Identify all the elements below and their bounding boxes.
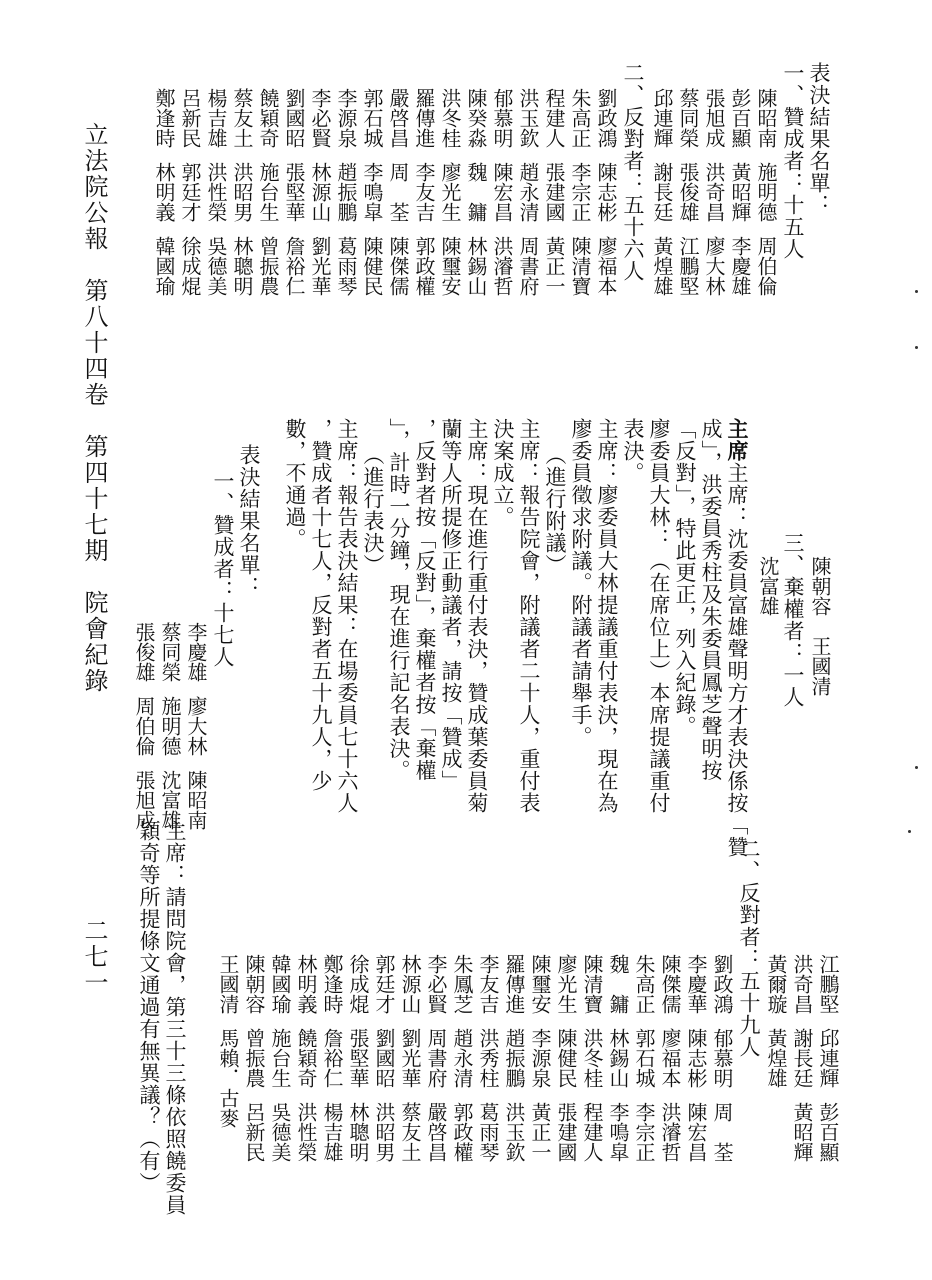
legislator-name: 江鵬堅	[676, 236, 700, 296]
legislator-name: 李鳴皐	[606, 1102, 630, 1162]
chair-line: 主席：報告表決結果：在場委員七十六人	[335, 418, 359, 814]
legislator-name: 洪濬哲	[658, 1102, 682, 1162]
no-heading: 二、反對者：五十九人	[737, 838, 761, 1058]
legislator-name: 廖福本	[658, 1028, 682, 1088]
chair-statement: 主席主席：沈委員富雄聲明方才表決係按「贊	[725, 418, 750, 858]
text-line: 決案成立。	[491, 418, 515, 528]
chair-question: 主席：請問院會，第三十三條依照饒委員	[163, 820, 187, 1216]
result-list-heading: 表決結果名單：	[237, 444, 261, 598]
legislator-name: 蔡同榮	[158, 622, 182, 682]
text-line: 穎奇等所提條文通過有無異議？（有）	[137, 820, 161, 1194]
legislator-name: 馬賴．古麥	[216, 1028, 240, 1128]
legislator-name: 施明德	[158, 696, 182, 756]
legislator-name: 張建國	[554, 1102, 578, 1162]
legislator-name: 魏 鏞	[464, 162, 488, 222]
text-line: 數，不通過。	[283, 418, 307, 550]
legislator-name: 陳癸淼	[464, 88, 488, 148]
scan-mark	[915, 766, 918, 769]
legislator-name: 李宗正	[632, 1102, 656, 1162]
legislator-name: 林錫山	[464, 236, 488, 296]
legislator-name: 周書府	[424, 1028, 448, 1088]
procedure-note: （進行附議）	[543, 444, 567, 576]
text-line: 表決。	[621, 418, 645, 484]
legislator-name: 李友吉	[476, 954, 500, 1014]
legislator-name: 李源泉	[528, 1028, 552, 1088]
legislator-name: 廖光生	[438, 162, 462, 222]
legislator-name: 呂新民	[178, 88, 202, 148]
legislator-name: 呂新民	[242, 1102, 266, 1162]
legislator-name: 陳璽安	[528, 954, 552, 1014]
legislator-name: 李必賢	[308, 88, 332, 148]
legislator-name: 陳宏昌	[684, 1102, 708, 1162]
text-line: 成」，洪委員秀柱及朱委員鳳芝聲明按	[699, 418, 723, 782]
legislator-name: 陳清寶	[580, 954, 604, 1014]
legislator-name: 洪濬哲	[490, 236, 514, 296]
legislator-name: 陳璽安	[438, 236, 462, 296]
legislator-name: 林明義	[294, 954, 318, 1014]
legislator-name: 施明德	[754, 162, 778, 222]
no-heading: 二、反對者：五十六人	[621, 62, 645, 282]
legislator-name: 周伯倫	[754, 236, 778, 296]
legislator-name: 程建人	[542, 88, 566, 148]
legislator-name: 趙永清	[516, 162, 540, 222]
legislator-name: 徐成焜	[178, 236, 202, 296]
legislator-name: 黃昭輝	[728, 162, 752, 222]
legislator-name: 楊吉雄	[320, 1102, 344, 1162]
legislator-name: 黃煌雄	[764, 1028, 788, 1088]
legislator-name: 陳健民	[554, 1028, 578, 1088]
yes-heading: 一、贊成者：十五人	[781, 62, 805, 260]
legislator-name: 朱高正	[632, 954, 656, 1014]
legislator-name: 林明義	[152, 162, 176, 222]
legislator-name: 郁慕明	[490, 88, 514, 148]
legislator-name: 劉光華	[308, 236, 332, 296]
legislator-name: 廖大林	[702, 236, 726, 296]
legislator-name: 劉光華	[398, 1028, 422, 1088]
legislator-name: 張建國	[542, 162, 566, 222]
legislator-name: 林錫山	[606, 1028, 630, 1088]
legislator-name: 施台生	[268, 1028, 292, 1088]
legislator-name: 饒穎奇	[294, 1028, 318, 1088]
legislator-name: 張堅華	[346, 1028, 370, 1088]
chair-line: 主席：現在進行重付表決，贊成葉委員菊	[465, 418, 489, 814]
scan-mark	[915, 290, 918, 293]
legislator-name: 詹裕仁	[320, 1028, 344, 1088]
legislator-name: 林聰明	[230, 236, 254, 296]
legislator-name: 劉政鴻	[710, 954, 734, 1014]
legislator-name: 李慶雄	[728, 236, 752, 296]
legislator-name: 徐成焜	[346, 954, 370, 1014]
legislator-name: 李鳴皐	[360, 162, 384, 222]
abstain-name: 沈富雄	[756, 556, 780, 616]
legislator-name: 張俊雄	[676, 162, 700, 222]
legislator-name: 周伯倫	[132, 696, 156, 756]
yes-heading: 一、贊成者：十七人	[211, 470, 235, 668]
legislator-name: 邱連輝	[650, 88, 674, 148]
legislator-name: 陳傑儒	[658, 954, 682, 1014]
legislator-name: 王國清	[216, 954, 240, 1014]
legislator-name: 黃昭輝	[790, 1102, 814, 1162]
legislator-name: 朱高正	[568, 88, 592, 148]
legislator-name: 郭廷才	[372, 954, 396, 1014]
text-line: ，反對者按「反對」，棄權者按「棄權	[413, 418, 437, 782]
legislator-name: 洪昭男	[230, 162, 254, 222]
legislator-name: 吳德美	[204, 236, 228, 296]
legislator-name: 洪昭男	[372, 1102, 396, 1162]
legislator-name: 蔡友土	[398, 1102, 422, 1162]
legislator-name: 嚴啓昌	[424, 1102, 448, 1162]
legislator-name: 廖大林	[184, 696, 208, 756]
legislator-name: 趙振鵬	[334, 162, 358, 222]
legislator-name: 詹裕仁	[282, 236, 306, 296]
legislator-name: 陳志彬	[594, 162, 618, 222]
legislator-name: 李宗正	[568, 162, 592, 222]
scan-mark	[915, 346, 918, 349]
legislator-name: 黃爾璇	[764, 954, 788, 1014]
result-list-heading: 表決結果名單：	[807, 62, 831, 216]
legislator-name: 饒穎奇	[256, 88, 280, 148]
legislator-name: 洪玉欽	[502, 1102, 526, 1162]
legislator-name: 曾振農	[256, 236, 280, 296]
legislator-name: 趙振鵬	[502, 1028, 526, 1088]
legislator-name: 廖光生	[554, 954, 578, 1014]
legislator-name: 林源山	[398, 954, 422, 1014]
legislator-name: 邱連輝	[816, 1028, 840, 1088]
journal-header: 立法院公報 第八十四卷 第四十七期 院會紀錄	[80, 122, 108, 694]
legislator-name: 李慶華	[684, 954, 708, 1014]
motion-line: 廖委員大林：（在席位上）本席提議重付	[647, 418, 671, 814]
legislator-name: 李源泉	[334, 88, 358, 148]
legislator-name: 曾振農	[242, 1028, 266, 1088]
legislator-name: 郭廷才	[178, 162, 202, 222]
legislator-name: 吳德美	[268, 1102, 292, 1162]
legislator-name: 陳朝容	[242, 954, 266, 1014]
legislator-name: 廖福本	[594, 236, 618, 296]
scan-mark	[908, 830, 911, 833]
legislator-name: 洪玉欽	[516, 88, 540, 148]
legislator-name: 鄭逢時	[152, 88, 176, 148]
legislator-name: 郭政權	[412, 236, 436, 296]
legislator-name: 洪奇昌	[790, 954, 814, 1014]
text-line: 「反對」，特此更正，列入紀錄。	[673, 418, 697, 738]
legislator-name: 林源山	[308, 162, 332, 222]
legislator-name: 洪奇昌	[702, 162, 726, 222]
legislator-name: 洪冬桂	[580, 1028, 604, 1088]
legislator-name: 羅傳進	[502, 954, 526, 1014]
legislator-name: 劉國昭	[282, 88, 306, 148]
legislator-name: 周 荃	[386, 162, 410, 222]
legislator-name: 張旭成	[132, 770, 156, 830]
chair-line: 主席：廖委員大林提議重付表決，現在為	[595, 418, 619, 814]
abstain-heading: 三、棄權者：一人	[781, 532, 805, 708]
legislator-name: 劉政鴻	[594, 88, 618, 148]
legislator-name: 嚴啓昌	[386, 88, 410, 148]
legislator-name: 施台生	[256, 162, 280, 222]
legislator-name: 洪冬桂	[438, 88, 462, 148]
legislator-name: 黃正一	[528, 1102, 552, 1162]
legislator-name: 程建人	[580, 1102, 604, 1162]
legislator-name: 劉國昭	[372, 1028, 396, 1088]
text-line: 」，計時一分鐘，現在進行記名表決。	[387, 418, 411, 782]
legislator-name: 彭百顯	[728, 88, 752, 148]
legislator-name: 韓國瑜	[268, 954, 292, 1014]
legislator-name: 謝長廷	[650, 162, 674, 222]
legislator-name: 李友吉	[412, 162, 436, 222]
abstain-extra-names: 陳朝容 王國清	[808, 556, 832, 696]
legislator-name: 趙永清	[450, 1028, 474, 1088]
legislator-name: 黃正一	[542, 236, 566, 296]
legislator-name: 周 荃	[710, 1102, 734, 1162]
text-line: 廖委員徵求附議。附議者請舉手。	[569, 418, 593, 748]
text-line: 蘭等人所提修正動議者，請按「贊成」	[439, 418, 463, 792]
legislator-name: 魏 鏞	[606, 954, 630, 1014]
legislator-name: 郁慕明	[710, 1028, 734, 1088]
procedure-note: （進行表決）	[361, 444, 385, 576]
legislator-name: 陳宏昌	[490, 162, 514, 222]
chair-line: 主席：報告院會，附議者二十人，重付表	[517, 418, 541, 814]
legislator-name: 葛雨琴	[334, 236, 358, 296]
legislator-name: 葛雨琴	[476, 1102, 500, 1162]
legislator-name: 朱鳳芝	[450, 954, 474, 1014]
legislator-name: 韓國瑜	[152, 236, 176, 296]
legislator-name: 張堅華	[282, 162, 306, 222]
legislator-name: 洪性榮	[294, 1102, 318, 1162]
legislator-name: 李必賢	[424, 954, 448, 1014]
legislator-name: 陳志彬	[684, 1028, 708, 1088]
legislator-name: 郭石城	[632, 1028, 656, 1088]
text-line: ，贊成者十七人，反對者五十九人，少	[309, 418, 333, 792]
legislator-name: 陳健民	[360, 236, 384, 296]
legislator-name: 黃煌雄	[650, 236, 674, 296]
legislator-name: 彭百顯	[816, 1102, 840, 1162]
legislator-name: 陳昭南	[754, 88, 778, 148]
legislator-name: 楊吉雄	[204, 88, 228, 148]
legislator-name: 林聰明	[346, 1102, 370, 1162]
legislator-name: 羅傳進	[412, 88, 436, 148]
legislator-name: 陳傑儒	[386, 236, 410, 296]
legislator-name: 鄭逢時	[320, 954, 344, 1014]
legislator-name: 蔡友土	[230, 88, 254, 148]
legislator-name: 李慶雄	[184, 622, 208, 682]
legislator-name: 張俊雄	[132, 622, 156, 682]
legislator-name: 郭政權	[450, 1102, 474, 1162]
legislator-name: 陳昭南	[184, 770, 208, 830]
legislator-name: 蔡同榮	[676, 88, 700, 148]
legislator-name: 江鵬堅	[816, 954, 840, 1014]
legislator-name: 張旭成	[702, 88, 726, 148]
legislator-name: 沈富雄	[158, 770, 182, 830]
page-number: 二七一	[80, 918, 108, 996]
legislator-name: 陳清寶	[568, 236, 592, 296]
legislator-name: 謝長廷	[790, 1028, 814, 1088]
legislator-name: 洪秀柱	[476, 1028, 500, 1088]
legislator-name: 周書府	[516, 236, 540, 296]
legislator-name: 洪性榮	[204, 162, 228, 222]
legislator-name: 郭石城	[360, 88, 384, 148]
